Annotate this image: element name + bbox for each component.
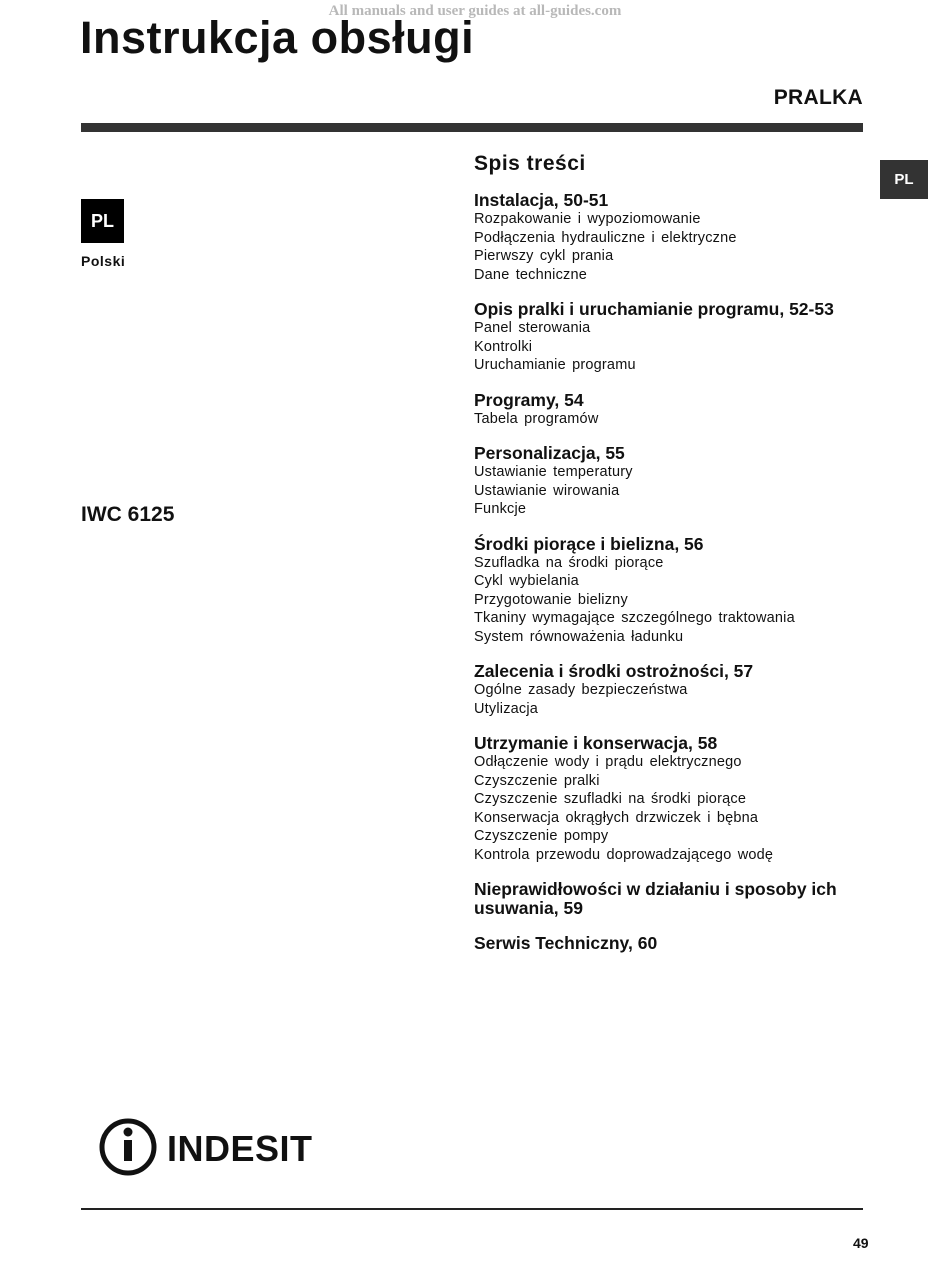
toc-item: Rozpakowanie i wypoziomowanie <box>474 211 701 227</box>
toc-item: Tabela programów <box>474 410 599 427</box>
toc-item: Cykl wybielania <box>474 573 579 589</box>
page-number: 49 <box>853 1235 869 1251</box>
language-code-badge: PL <box>81 199 124 243</box>
indesit-logo <box>97 1116 327 1178</box>
product-type: PRALKA <box>773 86 863 109</box>
toc-item: Czyszczenie szufladki na środki piorące <box>474 791 747 807</box>
toc-item: Panel sterowania <box>474 320 591 336</box>
toc-section-title: Nieprawidłowości w działaniu i sposoby ich usuwania, 59 <box>474 879 837 918</box>
toc-item: Kontrolki <box>474 338 533 355</box>
toc-item: Utylizacja <box>474 700 539 717</box>
model-number: IWC 6125 <box>81 503 175 526</box>
toc-item: Tkaniny wymagające szczególnego traktowania <box>474 610 795 626</box>
toc-section <box>474 535 874 647</box>
toc-item: Przygotowanie bielizny <box>474 591 628 608</box>
toc-item: Ustawianie wirowania <box>474 482 620 499</box>
toc-item: Czyszczenie pralki <box>474 772 600 789</box>
toc-sections <box>474 191 874 953</box>
toc-section <box>474 934 874 953</box>
toc-item: Czyszczenie pompy <box>474 828 609 844</box>
toc-section <box>474 191 874 284</box>
bottom-divider <box>81 1208 863 1210</box>
table-of-contents <box>474 152 874 969</box>
toc-section <box>474 391 874 429</box>
toc-section-title: Utrzymanie i konserwacja, 58 <box>474 733 718 753</box>
toc-section <box>474 734 874 864</box>
toc-item: Podłączenia hydrauliczne i elektryczne <box>474 229 737 246</box>
logo-stem <box>124 1140 132 1161</box>
language-side-tab: PL <box>880 160 928 199</box>
language-name: Polski <box>81 253 126 269</box>
toc-section <box>474 300 874 375</box>
logo-dot <box>124 1128 133 1137</box>
watermark: All manuals and user guides at all-guides.com <box>328 3 622 19</box>
toc-item: Odłączenie wody i prądu elektrycznego <box>474 754 742 770</box>
toc-section-title: Personalizacja, 55 <box>474 443 625 463</box>
toc-section <box>474 662 874 718</box>
toc-section-title: Zalecenia i środki ostrożności, 57 <box>474 661 754 681</box>
toc-heading: Spis treści <box>474 152 586 175</box>
toc-section-title: Serwis Techniczny, 60 <box>474 933 658 953</box>
toc-item: Ustawianie temperatury <box>474 464 633 480</box>
toc-item: Kontrola przewodu doprowadzającego wodę <box>474 846 774 863</box>
toc-section <box>474 880 874 918</box>
toc-section-title: Środki piorące i bielizna, 56 <box>474 533 704 554</box>
toc-item: Pierwszy cykl prania <box>474 248 614 264</box>
document-title: Instrukcja obsługi <box>80 12 475 63</box>
toc-section <box>474 444 874 519</box>
toc-item: Szufladka na środki piorące <box>474 554 664 571</box>
toc-item: Funkcje <box>474 501 527 517</box>
toc-section-title: Instalacja, 50-51 <box>474 190 609 210</box>
toc-section-title: Opis pralki i uruchamianie programu, 52-53 <box>474 299 834 319</box>
toc-item: Dane techniczne <box>474 266 588 283</box>
brand-wordmark: INDESIT <box>167 1128 313 1169</box>
toc-item: Konserwacja okrągłych drzwiczek i bębna <box>474 809 759 826</box>
toc-item: Ogólne zasady bezpieczeństwa <box>474 682 688 698</box>
top-divider <box>81 123 863 132</box>
toc-section-title: Programy, 54 <box>474 389 584 410</box>
toc-item: System równoważenia ładunku <box>474 628 684 645</box>
toc-item: Uruchamianie programu <box>474 357 636 373</box>
